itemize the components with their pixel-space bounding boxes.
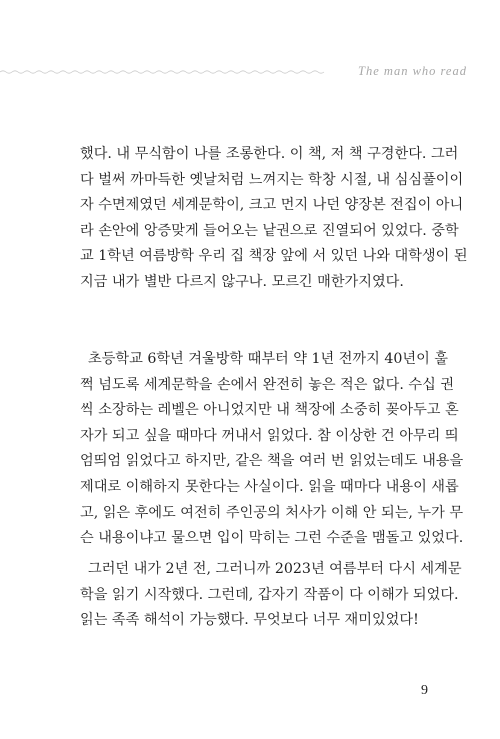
running-header xyxy=(0,64,500,84)
text-line: 엄띄엄 읽었다고 하지만, 같은 책을 여러 번 읽었는데도 내용을 xyxy=(80,453,464,470)
text-line: 다 벌써 까마득한 옛날처럼 느껴지는 학창 시절, 내 심심풀이이 xyxy=(80,171,464,188)
text-line: 교 1학년 여름방학 우리 집 책장 앞에 서 있던 나와 대학생이 된 xyxy=(80,248,468,265)
text-line: 지금 내가 별반 다르지 않구나. 모르긴 매한가지였다. xyxy=(80,273,404,290)
text-line: 고, 읽은 후에도 여전히 주인공의 처사가 이해 안 되는, 누가 무 xyxy=(80,504,464,521)
text-line: 그러던 내가 2년 전, 그러니까 2023년 여름부터 다시 세계문 xyxy=(88,561,462,577)
text-line: 자 수면제였던 세계문학이, 크고 먼지 나던 양장본 전집이 아니 xyxy=(80,197,464,214)
text-line: 씩 소장하는 레벨은 아니었지만 내 책장에 소중히 꽂아두고 혼 xyxy=(80,402,459,419)
text-line: 읽는 족족 해석이 가능했다. 무엇보다 너무 재미있었다! xyxy=(80,612,419,629)
text-line: 라 손안에 앙증맞게 들어오는 낱권으로 진열되어 있었다. 중학 xyxy=(80,222,459,239)
text-line: 학을 읽기 시작했다. 그런데, 갑자기 작품이 다 이해가 되었다. xyxy=(80,586,459,603)
wavy-rule-decoration xyxy=(0,67,322,77)
text-line: 슨 내용이냐고 물으면 입이 막히는 그런 수준을 맴돌고 있었다. xyxy=(80,530,464,547)
page-number: 9 xyxy=(421,683,428,698)
paragraph-1 xyxy=(80,142,468,296)
running-header-title: The man who read xyxy=(358,64,467,78)
text-line: 했다. 내 무식함이 나를 조롱한다. 이 책, 저 책 구경한다. 그러 xyxy=(80,146,459,162)
text-line: 초등학교 6학년 겨울방학 때부터 약 1년 전까지 40년이 훌 xyxy=(88,351,448,367)
text-line: 자가 되고 싶을 때마다 꺼내서 읽었다. 참 이상한 건 아무리 띄 xyxy=(80,427,459,444)
text-line: 제대로 이해하지 못한다는 사실이다. 읽을 때마다 내용이 새롭 xyxy=(80,478,459,495)
paragraph-2 xyxy=(80,347,464,552)
text-line: 쩍 넘도록 세계문학을 손에서 완전히 놓은 적은 없다. 수십 권 xyxy=(80,376,455,393)
paragraph-3 xyxy=(80,557,462,634)
